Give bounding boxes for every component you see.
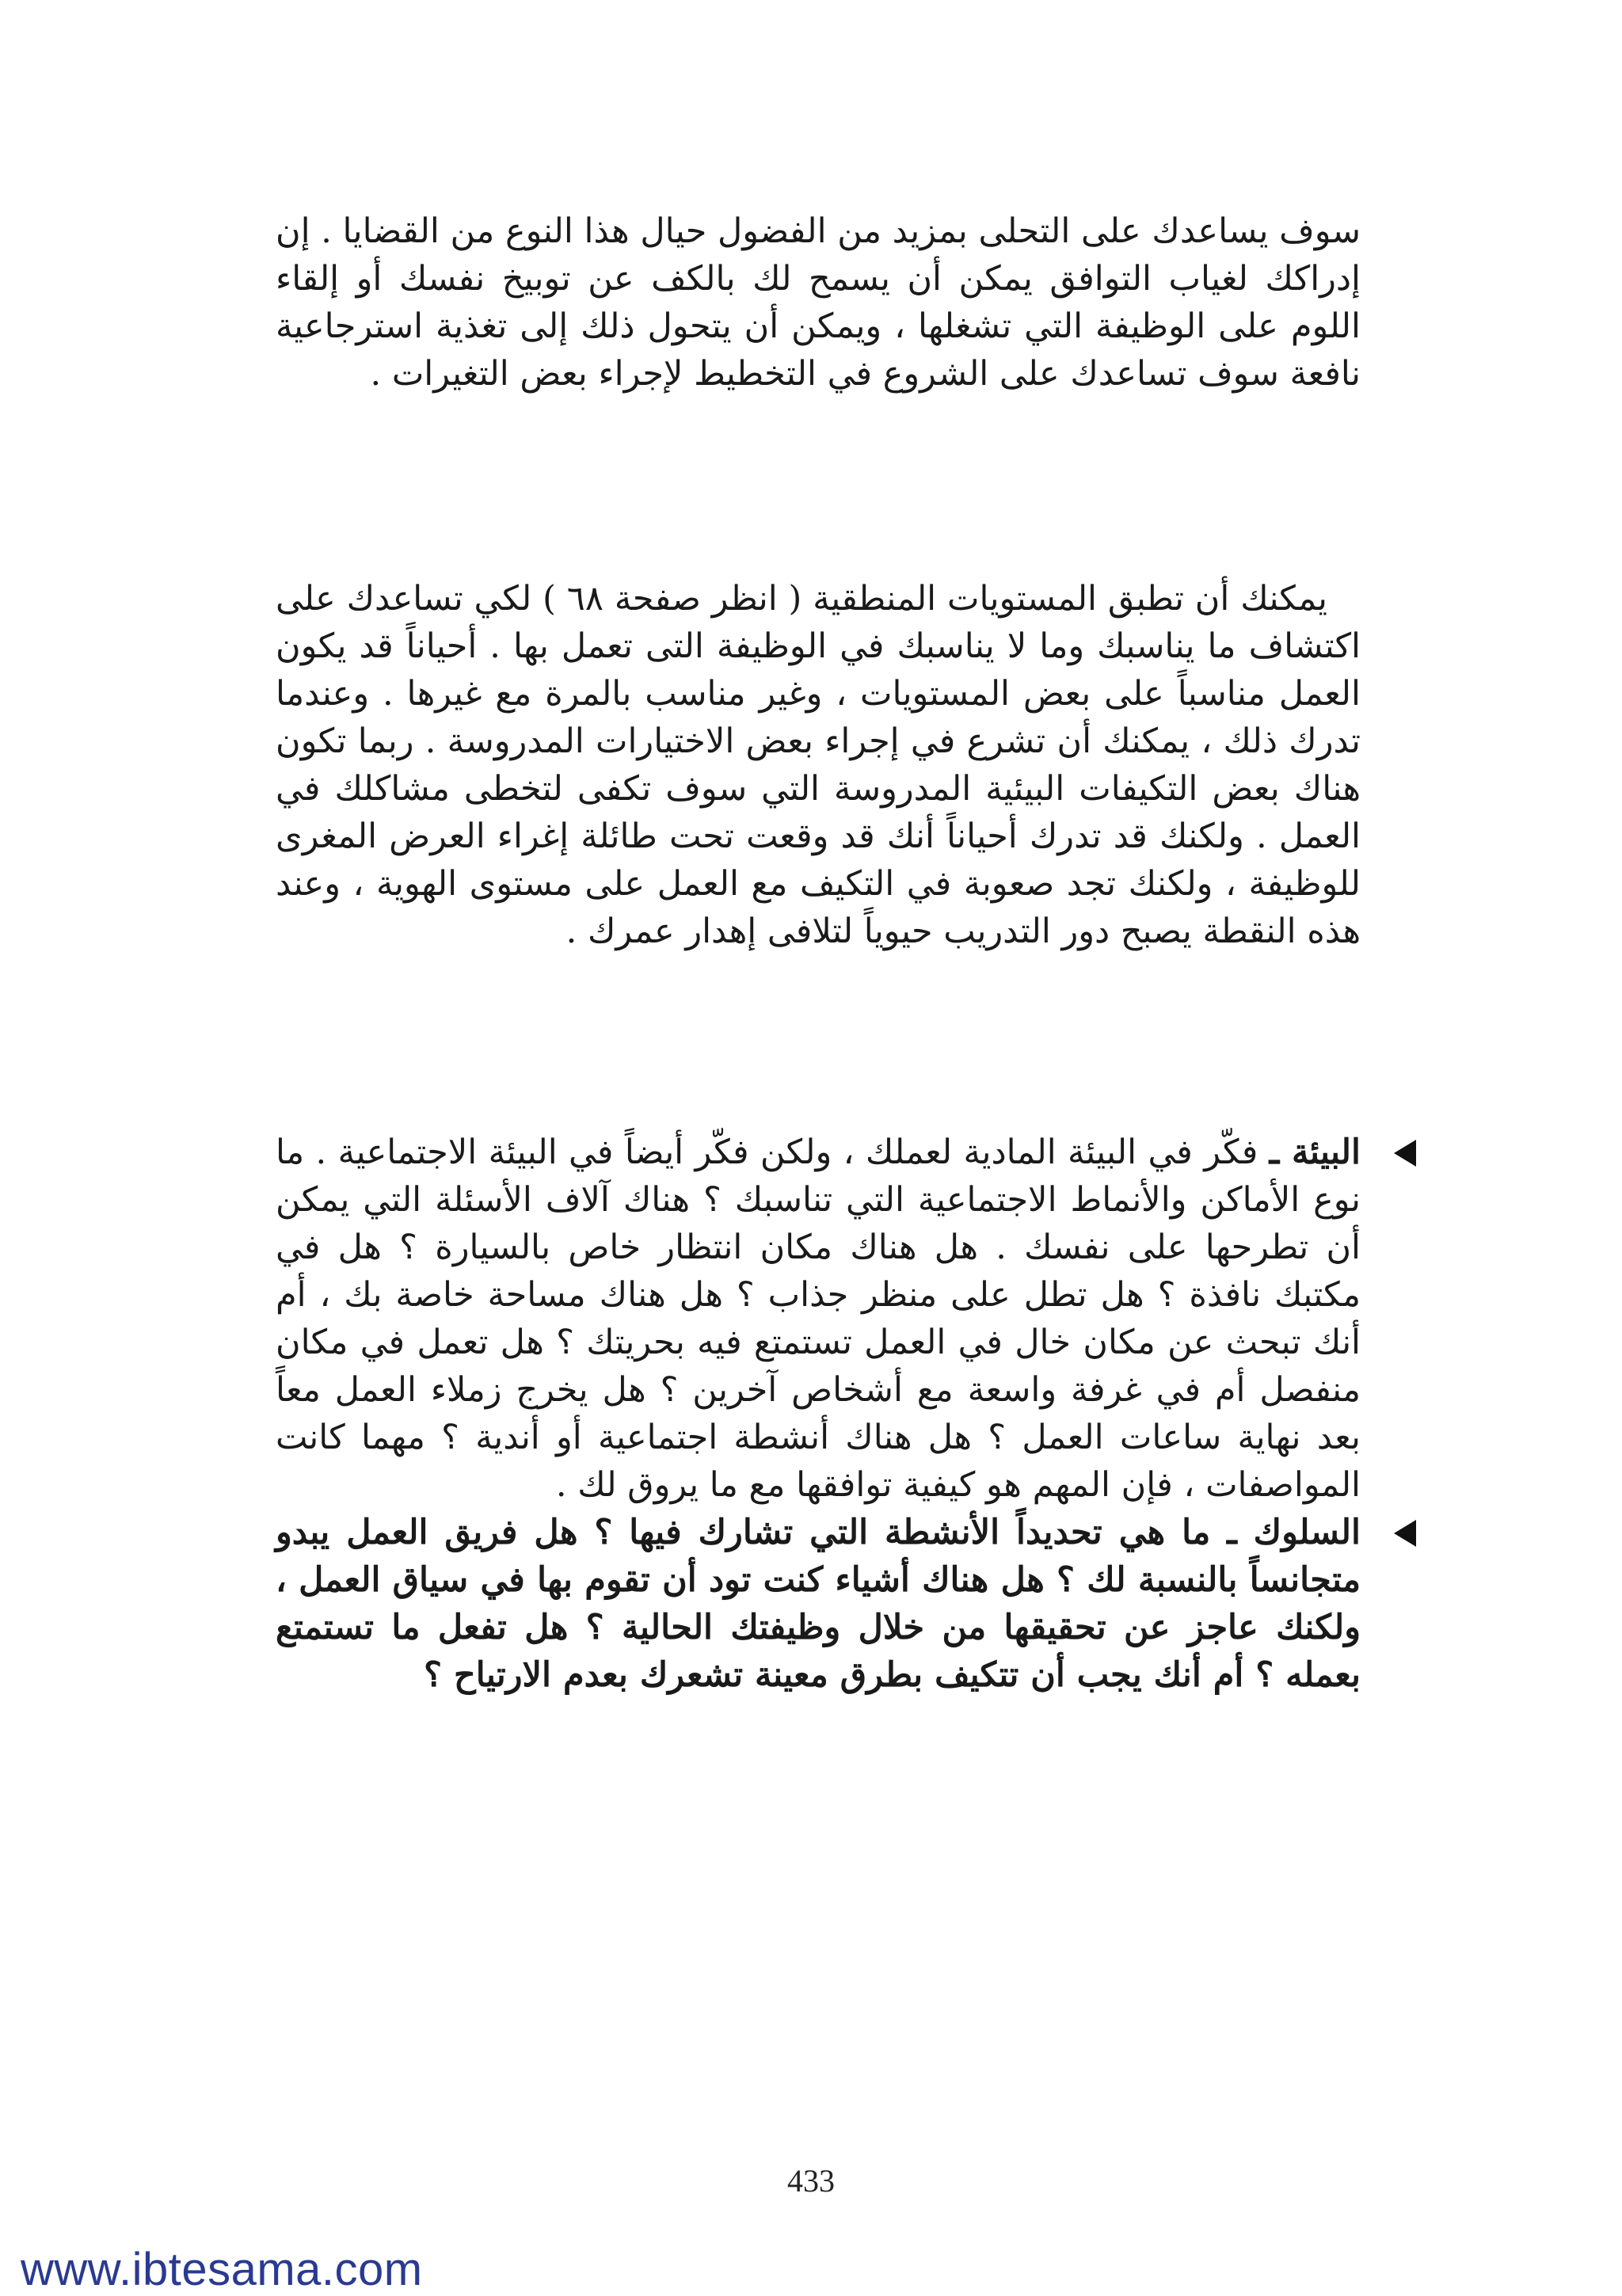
bullet-item-environment [276,1129,1361,1509]
triangle-bullet-icon [1394,1140,1416,1167]
website-watermark: www.ibtesama.com [21,2244,423,2295]
paragraph-block-1 [276,208,1361,398]
bullet-item-behavior [276,1509,1361,1699]
bullet-section [276,1129,1361,1699]
bullet-term-environment: البيئة ـ [1269,1133,1361,1172]
triangle-bullet-icon [1394,1520,1416,1547]
bullet-text-behavior: ما هي تحديداً الأنشطة التي تشارك فيها ؟ هل فريق العمل يبدو متجانساً بالنسبة لك ؟ هل هناك أشياء كنت تود أن تقوم بها في سياق العمل ، ولكنك عاجز عن تحقيقها من خلال وظيفتك الحالية ؟ هل تفعل ما تستمتع بعمله ؟ أم أنك يجب أن تتكيف بطرق معينة تشعرك بعدم الارتياح ؟ [276,1513,1361,1695]
bullet-term-behavior: السلوك ـ [1227,1513,1361,1552]
page-number: 433 [787,2163,835,2199]
paragraph-2: يمكنك أن تطبق المستويات المنطقية ( انظر صفحة ٦٨ ) لكي تساعدك على اكتشاف ما يناسبك وما لا يناسبك في الوظيفة التى تعمل بها . أحياناً قد يكون العمل مناسباً على بعض المستويات ، وغير مناسب بالمرة مع غيرها . وعندما تدرك ذلك ، يمكنك أن تشرع في إجراء بعض الاختيارات المدروسة . ربما تكون هناك بعض التكيفات البيئية المدروسة التي سوف تكفى لتخطى مشاكلك في العمل . ولكنك قد تدرك أحياناً أنك قد وقعت تحت طائلة إغراء العرض المغرى للوظيفة ، ولكنك تجد صعوبة في التكيف مع العمل على مستوى الهوية ، وعند هذه النقطة يصبح دور التدريب حيوياً لتلافى إهدار عمرك . [276,579,1361,951]
bullet-text-environment: فكّر في البيئة المادية لعملك ، ولكن فكّر أيضاً في البيئة الاجتماعية . ما نوع الأماكن والأنماط الاجتماعية التي تناسبك ؟ هناك آلاف الأسئلة التي يمكن أن تطرحها على نفسك . هل هناك مكان انتظار خاص بالسيارة ؟ هل في مكتبك نافذة ؟ هل تطل على منظر جذاب ؟ هل هناك مساحة خاصة بك ، أم أنك تبحث عن مكان خال في العمل تستمتع فيه بحريتك ؟ هل تعمل في مكان منفصل أم في غرفة واسعة مع أشخاص آخرين ؟ هل يخرج زملاء العمل معاً بعد نهاية ساعات العمل ؟ هل هناك أنشطة اجتماعية أو أندية ؟ مهما كانت المواصفات ، فإن المهم هو كيفية توافقها مع ما يروق لك . [276,1133,1361,1505]
paragraph-1: سوف يساعدك على التحلى بمزيد من الفضول حيال هذا النوع من القضايا . إن إدراكك لغياب التوافق يمكن أن يسمح لك بالكف عن توبيخ نفسك أو إلقاء اللوم على الوظيفة التي تشغلها ، ويمكن أن يتحول ذلك إلى تغذية استرجاعية نافعة سوف تساعدك على الشروع في التخطيط لإجراء بعض التغيرات . [276,211,1361,394]
bullet-list [276,1129,1361,1699]
paragraph-block-2 [276,575,1361,955]
